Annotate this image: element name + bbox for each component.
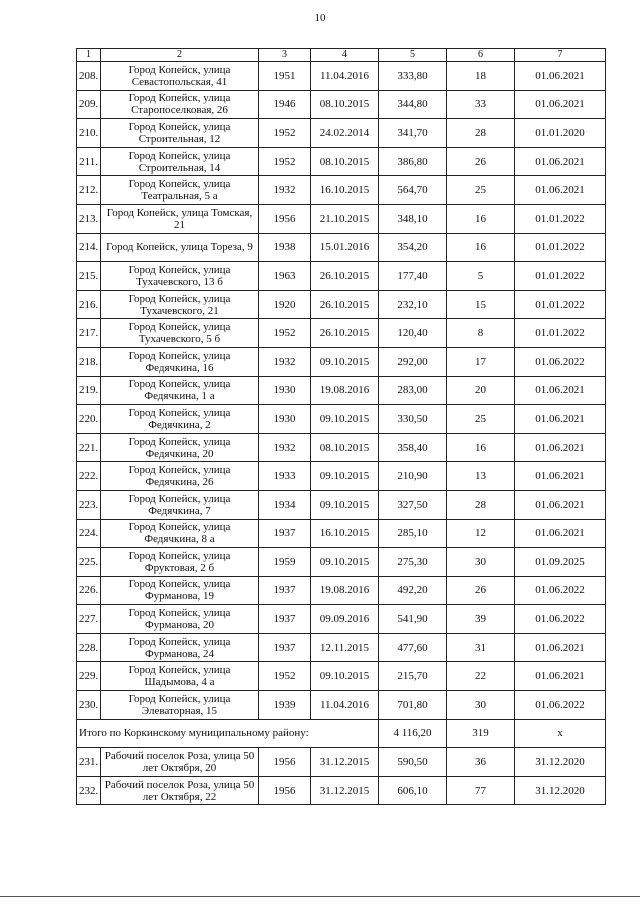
date-cell: 21.10.2015 [311, 204, 379, 233]
deadline-cell: 01.06.2021 [515, 90, 606, 119]
table-row [77, 290, 606, 319]
area-cell: 215,70 [379, 662, 447, 691]
row-number: 231. [77, 748, 101, 777]
deadline-cell: 01.06.2021 [515, 633, 606, 662]
residents-cell: 13 [447, 462, 515, 491]
year-cell: 1920 [259, 290, 311, 319]
address-cell: Город Копейск, улица Томская, 21 [101, 204, 259, 233]
date-cell: 11.04.2016 [311, 691, 379, 720]
header-row [77, 49, 606, 62]
total-label: Итого по Коркинскому муниципальному району: [77, 719, 379, 748]
address-cell: Рабочий поселок Роза, улица 50 лет Октября, 20 [101, 748, 259, 777]
header-cell: 3 [259, 49, 311, 62]
area-cell: 590,50 [379, 748, 447, 777]
date-cell: 19.08.2016 [311, 576, 379, 605]
row-number: 232. [77, 776, 101, 805]
date-cell: 09.10.2015 [311, 347, 379, 376]
address-cell: Город Копейск, улица Федячкина, 26 [101, 462, 259, 491]
address-cell: Город Копейск, улица Севастопольская, 41 [101, 62, 259, 91]
table-row [77, 90, 606, 119]
area-cell: 285,10 [379, 519, 447, 548]
row-number: 227. [77, 605, 101, 634]
header-cell: 2 [101, 49, 259, 62]
residents-cell: 17 [447, 347, 515, 376]
residents-cell: 39 [447, 605, 515, 634]
row-number: 219. [77, 376, 101, 405]
deadline-cell: 01.01.2022 [515, 262, 606, 291]
date-cell: 09.10.2015 [311, 405, 379, 434]
table-row [77, 147, 606, 176]
residents-cell: 33 [447, 90, 515, 119]
address-cell: Город Копейск, улица Фурманова, 24 [101, 633, 259, 662]
address-cell: Город Копейск, улица Старопоселковая, 26 [101, 90, 259, 119]
residents-cell: 15 [447, 290, 515, 319]
table-row [77, 176, 606, 205]
residents-cell: 16 [447, 233, 515, 262]
area-cell: 354,20 [379, 233, 447, 262]
deadline-cell: 01.06.2022 [515, 605, 606, 634]
year-cell: 1938 [259, 233, 311, 262]
table-row [77, 204, 606, 233]
deadline-cell: 01.06.2021 [515, 662, 606, 691]
address-cell: Город Копейск, улица Федячкина, 20 [101, 433, 259, 462]
deadline-cell: 01.06.2022 [515, 576, 606, 605]
total-area: 4 116,20 [379, 719, 447, 748]
table-row [77, 490, 606, 519]
area-cell: 541,90 [379, 605, 447, 634]
year-cell: 1959 [259, 548, 311, 577]
header-cell: 4 [311, 49, 379, 62]
area-cell: 330,50 [379, 405, 447, 434]
area-cell: 492,20 [379, 576, 447, 605]
row-number: 216. [77, 290, 101, 319]
row-number: 230. [77, 691, 101, 720]
row-number: 215. [77, 262, 101, 291]
row-number: 210. [77, 119, 101, 148]
row-number: 226. [77, 576, 101, 605]
date-cell: 26.10.2015 [311, 262, 379, 291]
total-deadline: x [515, 719, 606, 748]
header-cell: 1 [77, 49, 101, 62]
address-cell: Город Копейск, улица Тухачевского, 13 б [101, 262, 259, 291]
residents-cell: 36 [447, 748, 515, 777]
residents-cell: 8 [447, 319, 515, 348]
date-cell: 08.10.2015 [311, 433, 379, 462]
row-number: 211. [77, 147, 101, 176]
residents-cell: 26 [447, 576, 515, 605]
area-cell: 327,50 [379, 490, 447, 519]
area-cell: 386,80 [379, 147, 447, 176]
year-cell: 1952 [259, 662, 311, 691]
area-cell: 606,10 [379, 776, 447, 805]
table-row [77, 347, 606, 376]
area-cell: 177,40 [379, 262, 447, 291]
deadline-cell: 01.01.2022 [515, 233, 606, 262]
address-cell: Город Копейск, улица Шадымова, 4 а [101, 662, 259, 691]
residents-cell: 22 [447, 662, 515, 691]
table-row [77, 691, 606, 720]
row-number: 217. [77, 319, 101, 348]
deadline-cell: 01.06.2021 [515, 490, 606, 519]
area-cell: 564,70 [379, 176, 447, 205]
date-cell: 26.10.2015 [311, 290, 379, 319]
row-number: 209. [77, 90, 101, 119]
deadline-cell: 01.06.2021 [515, 62, 606, 91]
address-cell: Город Копейск, улица Строительная, 14 [101, 147, 259, 176]
table-row [77, 62, 606, 91]
address-cell: Город Копейск, улица Тухачевского, 5 б [101, 319, 259, 348]
row-number: 213. [77, 204, 101, 233]
year-cell: 1933 [259, 462, 311, 491]
residents-cell: 25 [447, 176, 515, 205]
address-cell: Город Копейск, улица Элеваторная, 15 [101, 691, 259, 720]
year-cell: 1952 [259, 119, 311, 148]
total-row [77, 719, 606, 748]
residents-cell: 20 [447, 376, 515, 405]
table-row [77, 605, 606, 634]
row-number: 223. [77, 490, 101, 519]
area-cell: 292,00 [379, 347, 447, 376]
header-cell: 6 [447, 49, 515, 62]
header-cell: 5 [379, 49, 447, 62]
table-row [77, 548, 606, 577]
year-cell: 1952 [259, 319, 311, 348]
deadline-cell: 01.01.2022 [515, 319, 606, 348]
year-cell: 1937 [259, 633, 311, 662]
date-cell: 09.10.2015 [311, 548, 379, 577]
date-cell: 24.02.2014 [311, 119, 379, 148]
date-cell: 19.08.2016 [311, 376, 379, 405]
deadline-cell: 01.09.2025 [515, 548, 606, 577]
table-row [77, 319, 606, 348]
address-cell: Город Копейск, улица Фурманова, 20 [101, 605, 259, 634]
address-cell: Город Копейск, улица Фурманова, 19 [101, 576, 259, 605]
year-cell: 1951 [259, 62, 311, 91]
deadline-cell: 01.06.2021 [515, 433, 606, 462]
deadline-cell: 01.01.2022 [515, 204, 606, 233]
row-number: 229. [77, 662, 101, 691]
residents-cell: 16 [447, 433, 515, 462]
area-cell: 358,40 [379, 433, 447, 462]
year-cell: 1952 [259, 147, 311, 176]
housing-table [76, 48, 606, 805]
date-cell: 08.10.2015 [311, 90, 379, 119]
date-cell: 08.10.2015 [311, 147, 379, 176]
row-number: 214. [77, 233, 101, 262]
deadline-cell: 01.06.2022 [515, 691, 606, 720]
row-number: 220. [77, 405, 101, 434]
year-cell: 1930 [259, 405, 311, 434]
table-row [77, 405, 606, 434]
header-cell: 7 [515, 49, 606, 62]
year-cell: 1934 [259, 490, 311, 519]
area-cell: 210,90 [379, 462, 447, 491]
year-cell: 1937 [259, 605, 311, 634]
row-number: 225. [77, 548, 101, 577]
page-bottom-rule [0, 896, 640, 897]
deadline-cell: 01.06.2021 [515, 376, 606, 405]
area-cell: 283,00 [379, 376, 447, 405]
deadline-cell: 01.01.2020 [515, 119, 606, 148]
deadline-cell: 01.06.2021 [515, 405, 606, 434]
table-row [77, 433, 606, 462]
area-cell: 120,40 [379, 319, 447, 348]
row-number: 218. [77, 347, 101, 376]
deadline-cell: 31.12.2020 [515, 748, 606, 777]
date-cell: 15.01.2016 [311, 233, 379, 262]
residents-cell: 16 [447, 204, 515, 233]
table-row [77, 776, 606, 805]
address-cell: Город Копейск, улица Театральная, 5 а [101, 176, 259, 205]
year-cell: 1956 [259, 776, 311, 805]
year-cell: 1930 [259, 376, 311, 405]
year-cell: 1939 [259, 691, 311, 720]
deadline-cell: 01.06.2021 [515, 147, 606, 176]
area-cell: 341,70 [379, 119, 447, 148]
residents-cell: 25 [447, 405, 515, 434]
residents-cell: 18 [447, 62, 515, 91]
date-cell: 09.10.2015 [311, 490, 379, 519]
residents-cell: 28 [447, 119, 515, 148]
table-row [77, 633, 606, 662]
date-cell: 09.09.2016 [311, 605, 379, 634]
date-cell: 31.12.2015 [311, 776, 379, 805]
area-cell: 344,80 [379, 90, 447, 119]
year-cell: 1937 [259, 519, 311, 548]
address-cell: Город Копейск, улица Тореза, 9 [101, 233, 259, 262]
address-cell: Город Копейск, улица Тухачевского, 21 [101, 290, 259, 319]
address-cell: Рабочий поселок Роза, улица 50 лет Октября, 22 [101, 776, 259, 805]
area-cell: 477,60 [379, 633, 447, 662]
area-cell: 232,10 [379, 290, 447, 319]
residents-cell: 12 [447, 519, 515, 548]
area-cell: 275,30 [379, 548, 447, 577]
deadline-cell: 01.06.2021 [515, 519, 606, 548]
area-cell: 348,10 [379, 204, 447, 233]
date-cell: 09.10.2015 [311, 662, 379, 691]
address-cell: Город Копейск, улица Строительная, 12 [101, 119, 259, 148]
date-cell: 11.04.2016 [311, 62, 379, 91]
year-cell: 1963 [259, 262, 311, 291]
residents-cell: 31 [447, 633, 515, 662]
row-number: 221. [77, 433, 101, 462]
area-cell: 333,80 [379, 62, 447, 91]
table-row [77, 233, 606, 262]
address-cell: Город Копейск, улица Федячкина, 16 [101, 347, 259, 376]
year-cell: 1956 [259, 748, 311, 777]
area-cell: 701,80 [379, 691, 447, 720]
residents-cell: 28 [447, 490, 515, 519]
deadline-cell: 01.06.2022 [515, 347, 606, 376]
year-cell: 1932 [259, 433, 311, 462]
row-number: 212. [77, 176, 101, 205]
year-cell: 1946 [259, 90, 311, 119]
deadline-cell: 01.01.2022 [515, 290, 606, 319]
year-cell: 1956 [259, 204, 311, 233]
residents-cell: 5 [447, 262, 515, 291]
date-cell: 26.10.2015 [311, 319, 379, 348]
date-cell: 16.10.2015 [311, 176, 379, 205]
deadline-cell: 01.06.2021 [515, 176, 606, 205]
table-row [77, 519, 606, 548]
total-residents: 319 [447, 719, 515, 748]
year-cell: 1937 [259, 576, 311, 605]
table-row [77, 662, 606, 691]
address-cell: Город Копейск, улица Федячкина, 7 [101, 490, 259, 519]
row-number: 208. [77, 62, 101, 91]
address-cell: Город Копейск, улица Федячкина, 1 а [101, 376, 259, 405]
year-cell: 1932 [259, 347, 311, 376]
table-row [77, 462, 606, 491]
row-number: 228. [77, 633, 101, 662]
date-cell: 09.10.2015 [311, 462, 379, 491]
table-row [77, 748, 606, 777]
address-cell: Город Копейск, улица Фруктовая, 2 б [101, 548, 259, 577]
row-number: 222. [77, 462, 101, 491]
table-row [77, 262, 606, 291]
date-cell: 12.11.2015 [311, 633, 379, 662]
date-cell: 16.10.2015 [311, 519, 379, 548]
table-row [77, 376, 606, 405]
residents-cell: 77 [447, 776, 515, 805]
address-cell: Город Копейск, улица Федячкина, 2 [101, 405, 259, 434]
deadline-cell: 01.06.2021 [515, 462, 606, 491]
page-number: 10 [314, 12, 326, 24]
date-cell: 31.12.2015 [311, 748, 379, 777]
row-number: 224. [77, 519, 101, 548]
table-row [77, 119, 606, 148]
year-cell: 1932 [259, 176, 311, 205]
residents-cell: 30 [447, 548, 515, 577]
address-cell: Город Копейск, улица Федячкина, 8 а [101, 519, 259, 548]
deadline-cell: 31.12.2020 [515, 776, 606, 805]
residents-cell: 30 [447, 691, 515, 720]
residents-cell: 26 [447, 147, 515, 176]
table-row [77, 576, 606, 605]
